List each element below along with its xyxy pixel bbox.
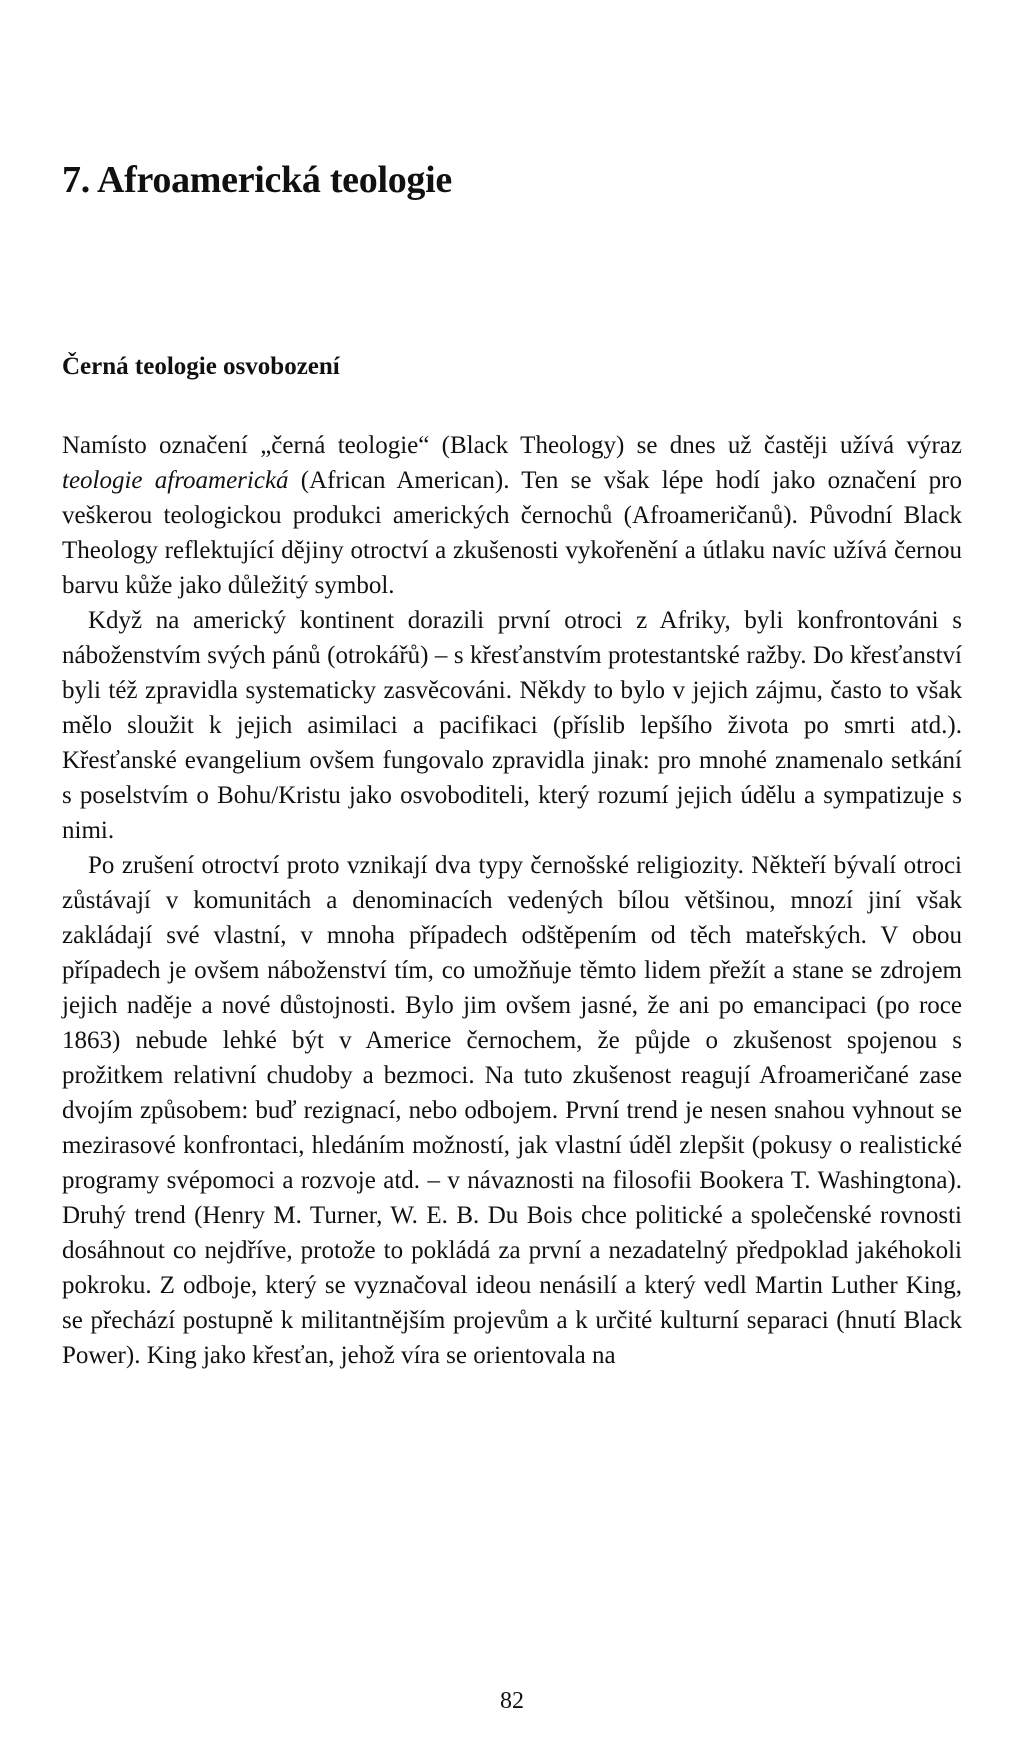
paragraph-1: [62, 428, 962, 603]
book-page: [62, 0, 962, 1753]
paragraph-1-text-a: Namísto označení „černá teologie“ (Black Theology) se dnes už častěji užívá výraz: [62, 432, 962, 459]
paragraph-2: Když na americký kontinent dorazili první otroci z Afriky, byli konfrontováni s náboženstvím svých pánů (otrokářů) – s křesťanstvím protestantské ražby. Do křesťanství byli též zpravidla systematicky zasvěcováni. Někdy to bylo v jejich zájmu, často to však mělo sloužit k jejich asimilaci a pacifikaci (příslib lepšího života po smrti atd.). Křesťanské evangelium ovšem fungovalo zpravidla jinak: pro mnohé znamenalo setkání s poselstvím o Bohu/Kristu jako osvoboditeli, který rozumí jejich údělu a sympatizuje s nimi.: [62, 607, 962, 844]
body-text: [62, 428, 962, 1373]
italic-term: teologie afroamerická: [62, 467, 289, 494]
paragraph-3: Po zrušení otroctví proto vznikají dva typy černošské religiozity. Někteří bývalí otroci zůstávají v komunitách a denominacích vedených bílou většinou, mnozí jiní však zakládají své vlastní, v mnoha případech odštěpením od těch mateřských. V obou případech je ovšem náboženství tím, co umožňuje těmto lidem přežít a stane se zdrojem jejich naděje a nové důstojnosti. Bylo jim ovšem jasné, že ani po emancipaci (po roce 1863) nebude lehké být v Americe černochem, že půjde o zkušenost spojenou s prožitkem relativní chudoby a bezmoci. Na tuto zkušenost reagují Afroameričané zase dvojím způsobem: buď rezignací, nebo odbojem. První trend je nesen snahou vyhnout se mezirasové konfrontaci, hledáním možností, jak vlastní úděl zlepšit (pokusy o realistické programy svépomoci a rozvoje atd. – v návaznosti na filosofii Bookera T. Washingtona). Druhý trend (Henry M. Turner, W. E. B. Du Bois chce politické a společenské rovnosti dosáhnout co nejdříve, protože to pokládá za první a nezadatelný předpoklad jakéhokoli pokroku. Z odboje, který se vyznačoval ideou nenásilí a který vedl Martin Luther King, se přechází postupně k militantnějším projevům a k určité kulturní separaci (hnutí Black Power). King jako křesťan, jehož víra se orientovala na: [62, 852, 962, 1369]
page-number: 82: [500, 1688, 524, 1714]
section-heading: Černá teologie osvobození: [62, 353, 340, 380]
paragraph-1-text-b: (African American). Ten se však lépe hodí jako označení pro veškerou teologickou produkci amerických černochů (Afroameričanů). Původní Black Theology reflektující dějiny otroctví a zkušenosti vykořenění a útlaku navíc užívá černou barvu kůže jako důležitý symbol.: [62, 467, 963, 599]
chapter-title: 7. Afroamerická teologie: [62, 159, 452, 201]
